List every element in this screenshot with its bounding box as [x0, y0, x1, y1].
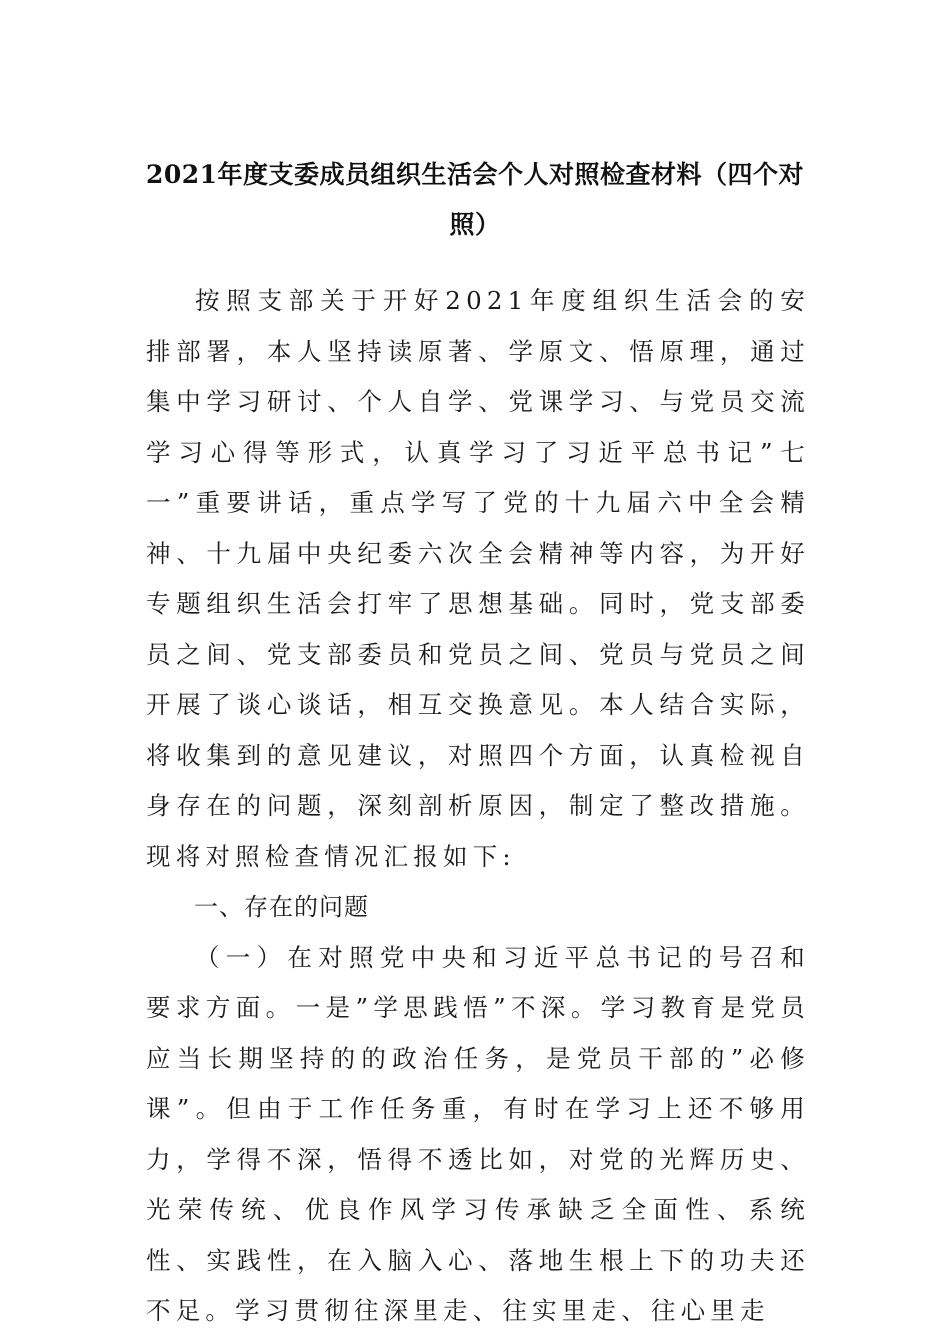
- section-heading: 一、存在的问题: [194, 893, 369, 921]
- section-paragraph: （一）在对照党中央和习近平总书记的号召和要求方面。一是”学思践悟”不深。学习教育是党员应当长期坚持的的政治任务，是党员干部的”必修课”。但由于工作任务重，有时在学习上还不够用力，学得不深，悟得不透比如，对党的光辉历史、光荣传统、优良作风学习传承缺乏全面性、系统性、实践性，在入脑入心、落地生根上下的功夫还不足。学习贯彻往深里走、往实里走、往心里走: [146, 942, 810, 1325]
- document-body: [146, 276, 810, 1337]
- document-title: 2021年度支委成员组织生活会个人对照检查材料（四个对照）: [145, 160, 805, 239]
- intro-paragraph: 按照支部关于开好2021年度组织生活会的安排部署，本人坚持读原著、学原文、悟原理，通过集中学习研讨、个人自学、党课学习、与党员交流学习心得等形式，认真学习了习近平总书记”七一”重要讲话，重点学写了党的十九届六中全会精神、十九届中央纪委六次全会精神等内容，为开好专题组织生活会打牢了思想基础。同时，党支部委员之间、党支部委员和党员之间、党员与党员之间开展了谈心谈话，相互交换意见。本人结合实际，将收集到的意见建议，对照四个方面，认真检视自身存在的问题，深刻剖析原因，制定了整改措施。现将对照检查情况汇报如下:: [146, 286, 810, 871]
